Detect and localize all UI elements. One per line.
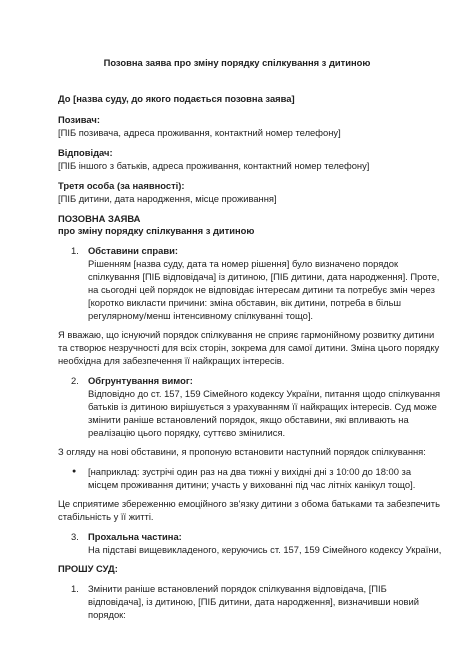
- request1-line: Змінити раніше встановлений порядок спілкування відповідача, [ПІБ: [88, 583, 387, 594]
- section1-line: Рішенням [назва суду, дата та номер рішення] було визначено порядок: [88, 258, 399, 269]
- section2-line: Відповідно до ст. 157, 159 Сімейного кодексу України, питання щодо спілкування: [88, 388, 441, 399]
- paragraph-line: Це сприятиме збереженню емоційного зв'язку дитини з обома батьками та забезпечить: [58, 498, 440, 509]
- section1-line: регулярному/менш інтенсивному спілкуванні тощо].: [88, 310, 314, 321]
- request-heading: ПРОШУ СУД:: [58, 563, 118, 574]
- claim-heading: ПОЗОВНА ЗАЯВА: [58, 213, 141, 224]
- document-title: Позовна заява про зміну порядку спілкування з дитиною: [103, 57, 371, 68]
- court-line: До [назва суду, до якого подається позовна заява]: [58, 93, 295, 104]
- defendant-value: [ПІБ іншого з батьків, адреса проживання, контактний номер телефону]: [58, 160, 370, 171]
- plaintiff-value: [ПІБ позивача, адреса проживання, контактний номер телефону]: [58, 127, 341, 138]
- section1-number: 1.: [71, 245, 79, 256]
- paragraph-line: З огляду на нові обставини, я пропоную встановити наступний порядок спілкування:: [58, 446, 426, 457]
- paragraph-line: та створює незручності для всіх сторін, зокрема для самої дитини. Зміна цього порядку: [58, 342, 440, 353]
- request1-line: відповідача], із дитиною, [ПІБ дитини, дата народження], визначивши новий: [88, 596, 420, 607]
- section2-number: 2.: [71, 375, 79, 386]
- section1-line: на сьогодні цей порядок не відповідає інтересам дитини та потребує змін через: [88, 284, 435, 295]
- section3-line: На підставі вищевикладеного, керуючись ст. 157, 159 Сімейного кодексу України,: [88, 544, 442, 555]
- section1-line: спілкування [ПІБ відповідача] із дитиною, [ПІБ дитини, дата народження]. Проте,: [88, 271, 440, 282]
- paragraph-line: необхідна для забезпечення її найкращих інтересів.: [58, 355, 285, 366]
- claim-subheading: про зміну порядку спілкування з дитиною: [58, 225, 255, 236]
- section2-heading: Обгрунтування вимог:: [88, 375, 193, 386]
- bullet-line: місцем проживання дитини; участь у вихованні під час літніх канікул тощо].: [88, 479, 416, 490]
- paragraph-line: Я вважаю, що існуючий порядок спілкування не сприяє гармонійному розвитку дитини: [58, 329, 435, 340]
- bullet-line: [наприклад: зустрічі один раз на два тижні у вихідні дні з 10:00 до 18:00 за: [88, 466, 412, 477]
- section2-line: батьків із дитиною вирішується з урахуванням її найкращих інтересів. Суд може: [88, 401, 437, 412]
- bullet-marker: ●: [72, 468, 77, 475]
- request1-line: порядок:: [88, 609, 126, 620]
- request1-number: 1.: [71, 583, 79, 594]
- section1-heading: Обставини справи:: [88, 245, 179, 256]
- section1-line: [коротко викласти причини: зміна обставин, вік дитини, потреба в більш: [88, 297, 401, 308]
- section2-line: реалізацію цього порядку, суттєво змінилися.: [88, 427, 286, 438]
- section3-number: 3.: [71, 531, 79, 542]
- third-party-value: [ПІБ дитини, дата народження, місце проживання]: [58, 193, 277, 204]
- defendant-label: Відповідач:: [58, 147, 113, 158]
- section2-line: змінити раніше встановлений порядок, якщо обставини, які впливають на: [88, 414, 409, 425]
- plaintiff-label: Позивач:: [58, 114, 100, 125]
- third-party-label: Третя особа (за наявності):: [58, 180, 185, 191]
- section3-heading: Прохальна частина:: [88, 531, 182, 542]
- paragraph-line: стабільність у її житті.: [58, 511, 154, 522]
